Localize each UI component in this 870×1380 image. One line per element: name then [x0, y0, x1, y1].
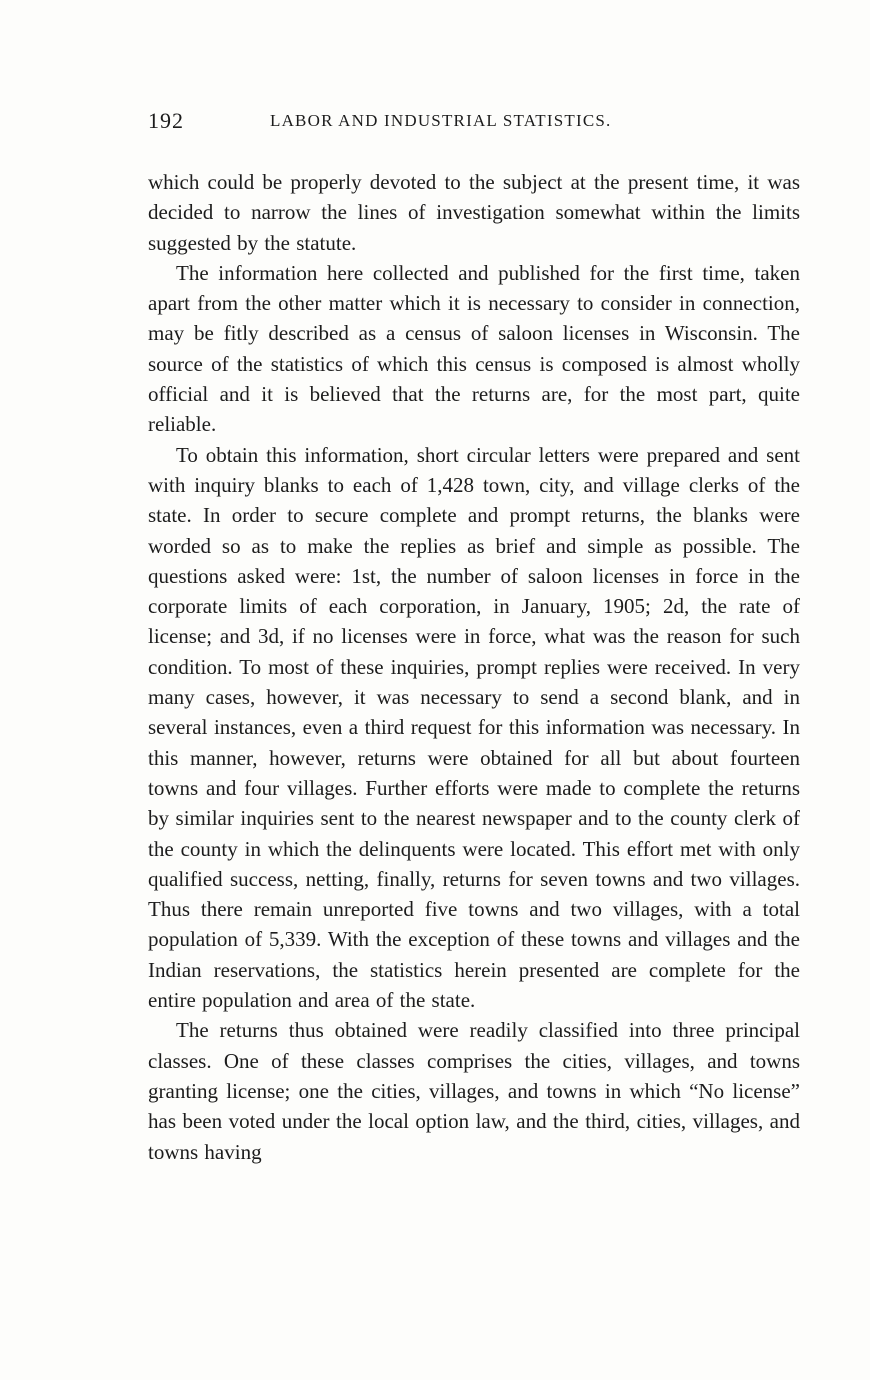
paragraph-continued: which could be properly devoted to the subject at the present time, it was decided to narrow the lines of investigation somewhat within the limits suggested by the statute.	[148, 170, 800, 255]
running-title: LABOR AND INDUSTRIAL STATISTICS.	[270, 111, 612, 130]
paragraph-classification: The returns thus obtained were readily classified into three principal classes. One of these classes comprises the cities, villages, and towns granting license; one the cities, villages, and towns in which “No license” has been voted under the local option law, and the third, cities, villages, and towns having	[148, 1018, 800, 1164]
paragraph-methodology: To obtain this information, short circular letters were prepared and sent with inquiry blanks to each of 1,428 town, city, and village clerks of the state. In order to secure complete and prompt returns, the blanks were worded so as to make the replies as brief and simple as possible. The questions asked were: 1st, the number of saloon licenses in force in the corporate limits of each corporation, in January, 1905; 2d, the rate of license; and 3d, if no licenses were in force, what was the reason for such condition. To most of these inquiries, prompt replies were received. In very many cases, however, it was necessary to send a second blank, and in several instances, even a third request for this information was necessary. In this manner, however, returns were obtained for all but about fourteen towns and four villages. Further efforts were made to complete the returns by similar inquiries sent to the nearest newspaper and to the county clerk of the county in which the delinquents were located. This effort met with only qualified success, netting, finally, returns for seven towns and two villages. Thus there remain unreported five towns and two villages, with a total population of 5,339. With the exception of these towns and villages and the Indian reservations, the statistics herein presented are complete for the entire population and area of the state.	[148, 442, 800, 1013]
running-header	[148, 108, 800, 138]
paragraph-census-description: The information here collected and published for the first time, taken apart from the other matter which it is necessary to consider in connection, may be fitly described as a census of saloon licenses in Wisconsin. The source of the statistics of which this census is composed is almost wholly official and it is believed that the returns are, for the most part, quite reliable.	[148, 260, 800, 437]
body-text	[148, 167, 800, 1167]
page-number: 192	[148, 108, 184, 133]
